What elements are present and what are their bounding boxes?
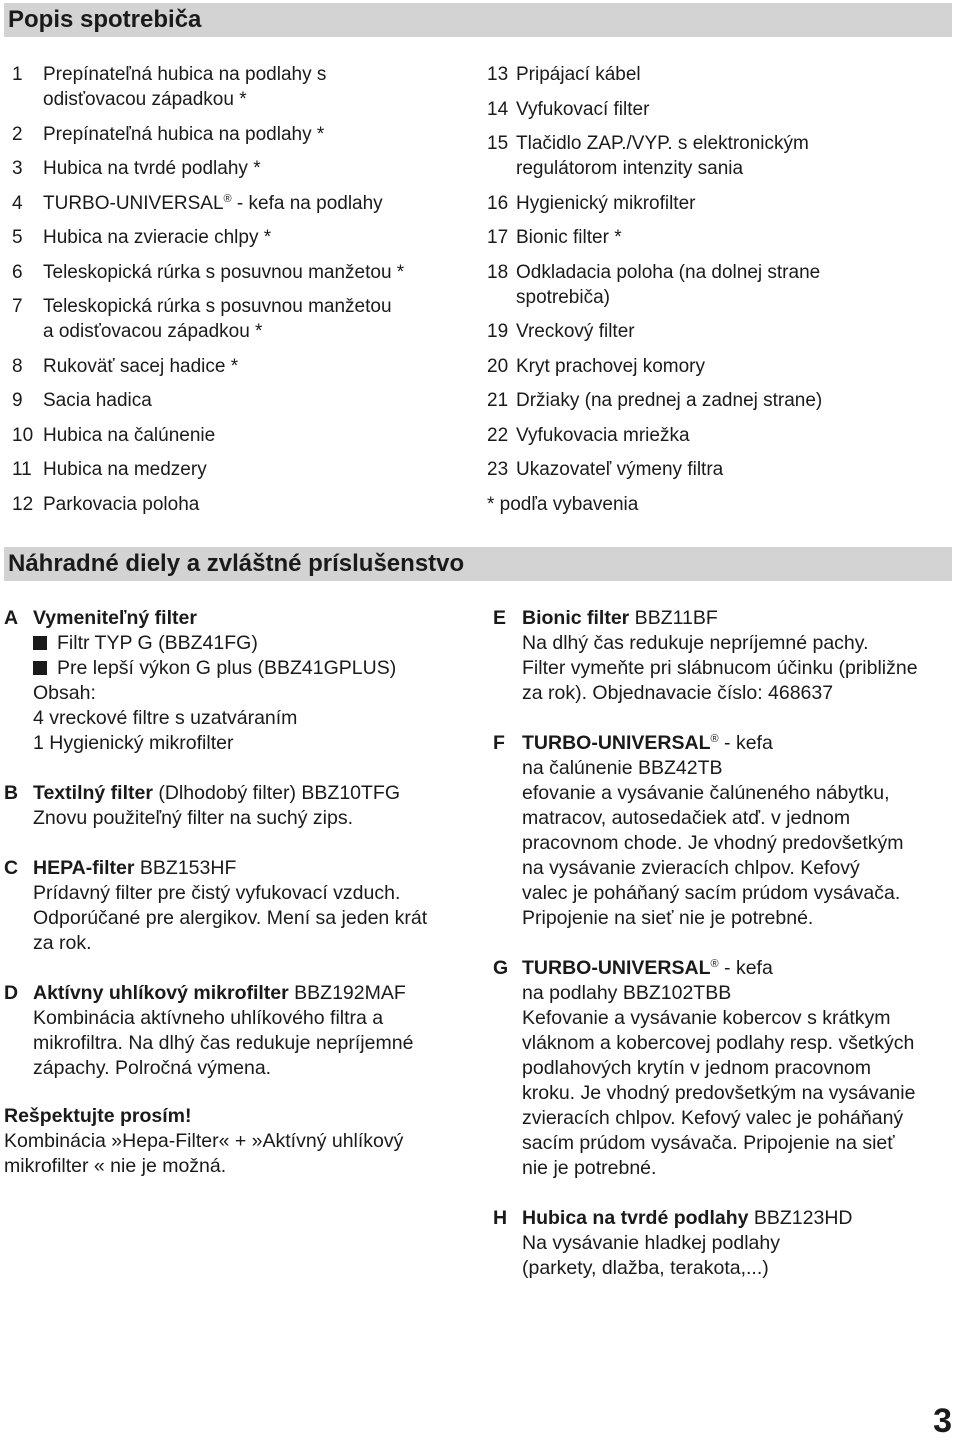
part-code: BBZ11BF — [629, 607, 718, 629]
page-number: 3 — [933, 1402, 952, 1440]
item-text: Hubica na tvrdé podlahy * — [43, 158, 261, 179]
spare-part-b — [4, 781, 474, 831]
list-item — [12, 457, 472, 482]
item-text: Hubica na medzery — [43, 459, 207, 480]
item-number: 4 — [12, 192, 23, 214]
part-desc: (parkety, dlažba, terakota,...) — [522, 1257, 769, 1279]
item-number: 13 — [487, 64, 509, 85]
list-item — [12, 62, 472, 112]
part-desc: 4 vreckové filtre s uzatváraním — [33, 707, 298, 729]
part-title: Aktívny uhlíkový mikrofilter — [33, 982, 289, 1004]
square-bullet-icon — [33, 636, 47, 650]
part-desc: zvieracích chlpov. Kefový valec je poháňaný — [522, 1107, 904, 1129]
part-desc: na podlahy BBZ102TBB — [522, 982, 732, 1004]
notice-block — [4, 1104, 474, 1179]
list-item — [487, 225, 927, 250]
notice-text: Kombinácia »Hepa-Filter« + »Aktívný uhlíkový — [4, 1130, 404, 1152]
spare-part-d — [4, 981, 474, 1081]
item-number: 14 — [487, 98, 509, 120]
spare-parts-right — [493, 606, 953, 1306]
item-text-cont: a odisťovacou západkou * — [43, 321, 263, 342]
item-text: Vyfukovací filter — [516, 98, 650, 120]
item-text: Prepínateľná hubica na podlahy * — [43, 123, 325, 145]
spare-parts-left — [4, 606, 474, 1179]
part-title: Bionic filter — [522, 607, 630, 629]
item-text: Teleskopická rúrka s posuvnou manžetou * — [43, 261, 405, 283]
part-desc: sacím prúdom vysávača. Pripojenie na sieť — [522, 1132, 895, 1154]
square-bullet-icon — [33, 661, 47, 675]
item-number: 18 — [487, 261, 509, 283]
part-letter: A — [4, 607, 19, 629]
part-desc: 1 Hygienický mikrofilter — [33, 732, 234, 754]
part-desc: za rok. — [33, 932, 92, 954]
item-number: 2 — [12, 123, 23, 145]
item-text: Odkladacia poloha (na dolnej strane — [516, 261, 821, 283]
item-number: 1 — [12, 64, 23, 85]
part-desc: za rok). Objednavacie číslo: 468637 — [522, 682, 834, 704]
part-code: BBZ192MAF — [288, 982, 406, 1004]
footnote-equipment: * podľa vybavenia — [487, 493, 639, 515]
part-desc: valec je poháňaný sacím prúdom vysávača. — [522, 882, 901, 904]
section-title-appliance-description: Popis spotrebiča — [4, 3, 952, 37]
item-text-cont: regulátorom intenzity sania — [516, 158, 744, 179]
part-desc: pracovnom chode. Je vhodný predovšetkým — [522, 832, 904, 854]
part-code: - kefa — [718, 957, 773, 979]
item-number: 10 — [12, 424, 34, 446]
item-text: Držiaky (na prednej a zadnej strane) — [516, 390, 823, 411]
list-item — [12, 388, 472, 413]
item-text: Sacia hadica — [43, 390, 152, 411]
part-title: HEPA-filter — [33, 857, 135, 879]
item-number: 21 — [487, 390, 509, 411]
item-text: Parkovacia poloha — [43, 493, 200, 515]
part-letter: C — [4, 857, 19, 879]
part-desc: kroku. Je vhodný predovšetkým na vysávanie — [522, 1082, 916, 1104]
item-text: Ukazovateľ výmeny filtra — [516, 459, 724, 480]
list-item — [487, 62, 927, 87]
part-desc: podlahových krytín v jednom pracovnom — [522, 1057, 872, 1079]
item-number: 16 — [487, 192, 509, 214]
parts-list-left — [12, 62, 472, 517]
item-text-suffix: - kefa na podlahy — [231, 192, 383, 214]
part-option: Filtr TYP G (BBZ41FG) — [57, 632, 258, 654]
list-item — [487, 457, 927, 482]
item-text-cont: spotrebiča) — [516, 286, 610, 308]
part-letter: H — [493, 1207, 508, 1229]
list-item — [12, 492, 472, 517]
part-desc: na čalúnenie BBZ42TB — [522, 757, 723, 779]
part-title: Textilný filter — [33, 782, 153, 804]
part-code: BBZ123HD — [748, 1207, 853, 1229]
item-text: Hygienický mikrofilter — [516, 192, 696, 214]
item-number: 11 — [12, 459, 32, 480]
part-desc: Odporúčané pre alergikov. Mení sa jeden krát — [33, 907, 428, 929]
list-item — [487, 191, 927, 216]
item-number: 3 — [12, 158, 23, 179]
part-desc: Na dlhý čas redukuje nepríjemné pachy. — [522, 632, 869, 654]
item-number: 9 — [12, 390, 23, 411]
list-item — [12, 294, 472, 344]
part-desc: Na vysávanie hladkej podlahy — [522, 1232, 780, 1254]
list-item — [487, 354, 927, 379]
part-title: Vymeniteľný filter — [33, 607, 197, 629]
registered-mark: ® — [223, 192, 232, 205]
item-text: TURBO-UNIVERSAL — [43, 192, 224, 214]
list-item — [12, 191, 472, 216]
item-text: Bionic filter * — [516, 227, 622, 248]
list-item — [487, 388, 927, 413]
item-number: 6 — [12, 261, 23, 283]
part-desc: Obsah: — [33, 682, 96, 704]
part-code: BBZ153HF — [134, 857, 237, 879]
item-number: 12 — [12, 493, 34, 515]
item-number: 22 — [487, 424, 509, 446]
item-number: 19 — [487, 321, 509, 342]
parts-list-right — [487, 62, 927, 517]
spare-part-e — [493, 606, 953, 706]
part-desc: na vysávanie zvieracích chlpov. Kefový — [522, 857, 860, 879]
item-number: 8 — [12, 355, 23, 377]
part-desc: Kombinácia aktívneho uhlíkového filtra a — [33, 1007, 384, 1029]
part-letter: G — [493, 957, 509, 979]
spare-part-c — [4, 856, 474, 956]
part-desc: zápachy. Polročná výmena. — [33, 1057, 272, 1079]
part-desc: Filter vymeňte pri slábnucom účinku (približne — [522, 657, 918, 679]
list-item — [12, 156, 472, 181]
part-desc: matracov, autosedačiek atď. v jednom — [522, 807, 851, 829]
list-item — [487, 423, 927, 448]
part-title: TURBO-UNIVERSAL — [522, 957, 711, 979]
notice-title: Rešpektujte prosím! — [4, 1105, 192, 1127]
item-text: Vreckový filter — [516, 321, 635, 342]
part-letter: E — [493, 607, 507, 629]
part-letter: F — [493, 732, 505, 754]
list-item — [487, 131, 927, 181]
item-text-cont: odisťovacou západkou * — [43, 89, 247, 110]
spare-part-a — [4, 606, 474, 756]
part-desc: Kefovanie a vysávanie kobercov s krátkym — [522, 1007, 891, 1029]
list-item — [12, 225, 472, 250]
registered-mark: ® — [710, 958, 719, 970]
part-title: TURBO-UNIVERSAL — [522, 732, 711, 754]
spare-part-g — [493, 956, 953, 1181]
part-letter: B — [4, 782, 19, 804]
part-desc: Pripojenie na sieť nie je potrebné. — [522, 907, 814, 929]
notice-text: mikrofilter « nie je možná. — [4, 1155, 227, 1177]
part-desc: vláknom a kobercovej podlahy resp. všetkých — [522, 1032, 915, 1054]
list-item — [487, 260, 927, 310]
spare-part-f — [493, 731, 953, 931]
spare-part-h — [493, 1206, 953, 1281]
part-code: (Dlhodobý filter) BBZ10TFG — [152, 782, 400, 804]
part-code: - kefa — [718, 732, 773, 754]
list-item — [12, 423, 472, 448]
part-letter: D — [4, 982, 19, 1004]
list-item — [12, 260, 472, 285]
item-number: 17 — [487, 227, 509, 248]
item-text: Tlačidlo ZAP./VYP. s elektronickým — [516, 133, 809, 154]
part-desc: nie je potrebné. — [522, 1157, 657, 1179]
list-item — [487, 319, 927, 344]
item-text: Hubica na zvieracie chlpy * — [43, 227, 272, 248]
list-item — [12, 354, 472, 379]
item-number: 20 — [487, 355, 509, 377]
item-number: 5 — [12, 227, 23, 248]
part-desc: efovanie a vysávanie čalúneného nábytku, — [522, 782, 890, 804]
item-number: 7 — [12, 296, 23, 317]
list-item — [12, 122, 472, 147]
registered-mark: ® — [710, 733, 719, 745]
section-title-spare-parts: Náhradné diely a zvláštné príslušenstvo — [4, 547, 952, 581]
item-text: Vyfukovacia mriežka — [516, 424, 690, 446]
part-desc: mikrofiltra. Na dlhý čas redukuje nepríjemné — [33, 1032, 414, 1054]
part-desc: Prídavný filter pre čistý vyfukovací vzduch. — [33, 882, 401, 904]
part-option: Pre lepší výkon G plus (BBZ41GPLUS) — [57, 657, 397, 679]
item-text: Kryt prachovej komory — [516, 355, 706, 377]
item-text: Teleskopická rúrka s posuvnou manžetou — [43, 296, 392, 317]
item-number: 15 — [487, 133, 509, 154]
item-text: Pripájací kábel — [516, 64, 641, 85]
item-number: 23 — [487, 459, 509, 480]
item-text: Hubica na čalúnenie — [43, 424, 216, 446]
item-text: Rukoväť sacej hadice * — [43, 355, 239, 377]
list-item — [487, 97, 927, 122]
part-desc: Znovu použiteľný filter na suchý zips. — [33, 807, 354, 829]
part-title: Hubica na tvrdé podlahy — [522, 1207, 749, 1229]
item-text: Prepínateľná hubica na podlahy s — [43, 64, 327, 85]
